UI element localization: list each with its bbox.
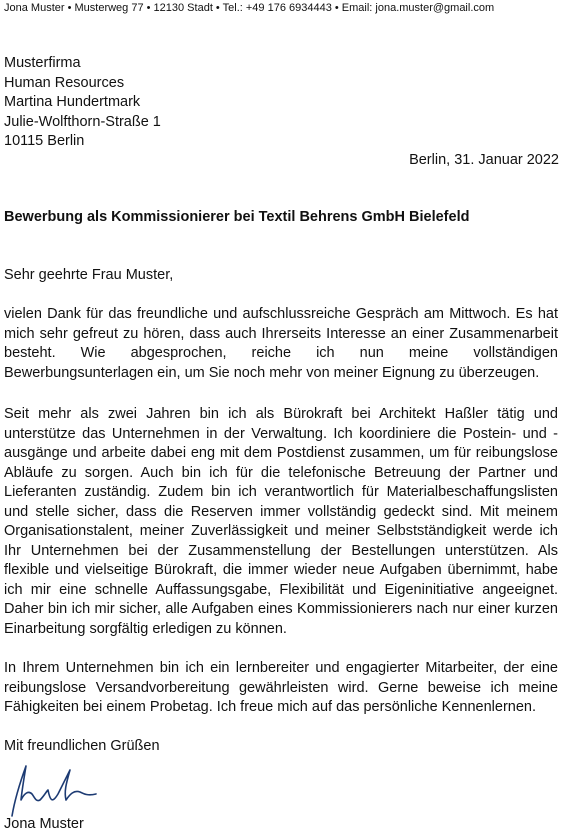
handwritten-signature [4,760,124,818]
recipient-street: Julie-Wolfthorn-Straße 1 [4,113,161,130]
recipient-address-block [4,54,161,152]
body-paragraph-2: Seit mehr als zwei Jahren bin ich als Bürokraft bei Architekt Haßler tätig und unterstütze das Unternehmen in der Verwaltung. Ich koordiniere die Postein- und -ausgänge und arbeite dabei eng mit dem Postdienst zusammen, um für reibungslose Abläufe zu sorgen. Auch bin ich für die telefonische Betreuung der Partner und Lieferanten zuständig. Zudem bin ich verantwortlich für Materialbeschaffungslisten und stelle sicher, dass die Reserven immer vollständig gedeckt sind. Mit meinem Organisationstalent, meiner Zuverlässigkeit und meiner Selbstständigkeit werde ich Ihr Unternehmen bei der Zusammenstellung der Bestellungen unterstützen. Als flexible und vielseitige Bürokraft, die immer wieder neue Aufgaben übernimmt, habe ich mir eine schnelle Auffassungsgabe, Flexibilität und Eigeninitiative angeeignet. Daher bin ich mir sicher, alle Aufgaben eines Kommissionierers nach nur einer kurzen Einarbeitung sorgfältig erledigen zu können. [4,406,558,637]
recipient-name: Martina Hundertmark [4,94,141,111]
salutation: Sehr geehrte Frau Muster, [4,267,174,283]
recipient-company: Musterfirma [4,55,81,71]
letter-subject: Bewerbung als Kommissionierer bei Textil Behrens GmbH Bielefeld [4,209,470,225]
body-paragraph-1: vielen Dank für das freundliche und aufschlussreiche Gespräch am Mittwoch. Es hat mich sehr gefreut zu hören, dass auch Ihrerseits Interesse an einer Zusammenarbeit besteht. Wie abgesprochen, reiche ich nun meine vollständigen Bewerbungsunterlagen ein, um Sie noch mehr von meiner Eignung zu überzeugen. [4,306,558,381]
recipient-department: Human Resources [4,74,125,91]
letter-date: Berlin, 31. Januar 2022 [409,152,559,168]
closing-phrase: Mit freundlichen Grüßen [4,738,160,754]
body-paragraph-3: In Ihrem Unternehmen bin ich ein lernbereiter und engagierter Mitarbeiter, der eine reibungslose Versandvorbereitung gewährleisten wird. Gerne beweise ich meine Fähigkeiten bei einem Probetag. Ich freue mich auf das persönliche Kennenlernen. [4,660,558,715]
recipient-city: 10115 Berlin [4,133,85,150]
sender-address-line: Jona Muster • Musterweg 77 • 12130 Stadt • Tel.: +49 176 6934443 • Email: jona.muster@gmail.com [4,2,495,14]
signer-name: Jona Muster [4,816,84,832]
